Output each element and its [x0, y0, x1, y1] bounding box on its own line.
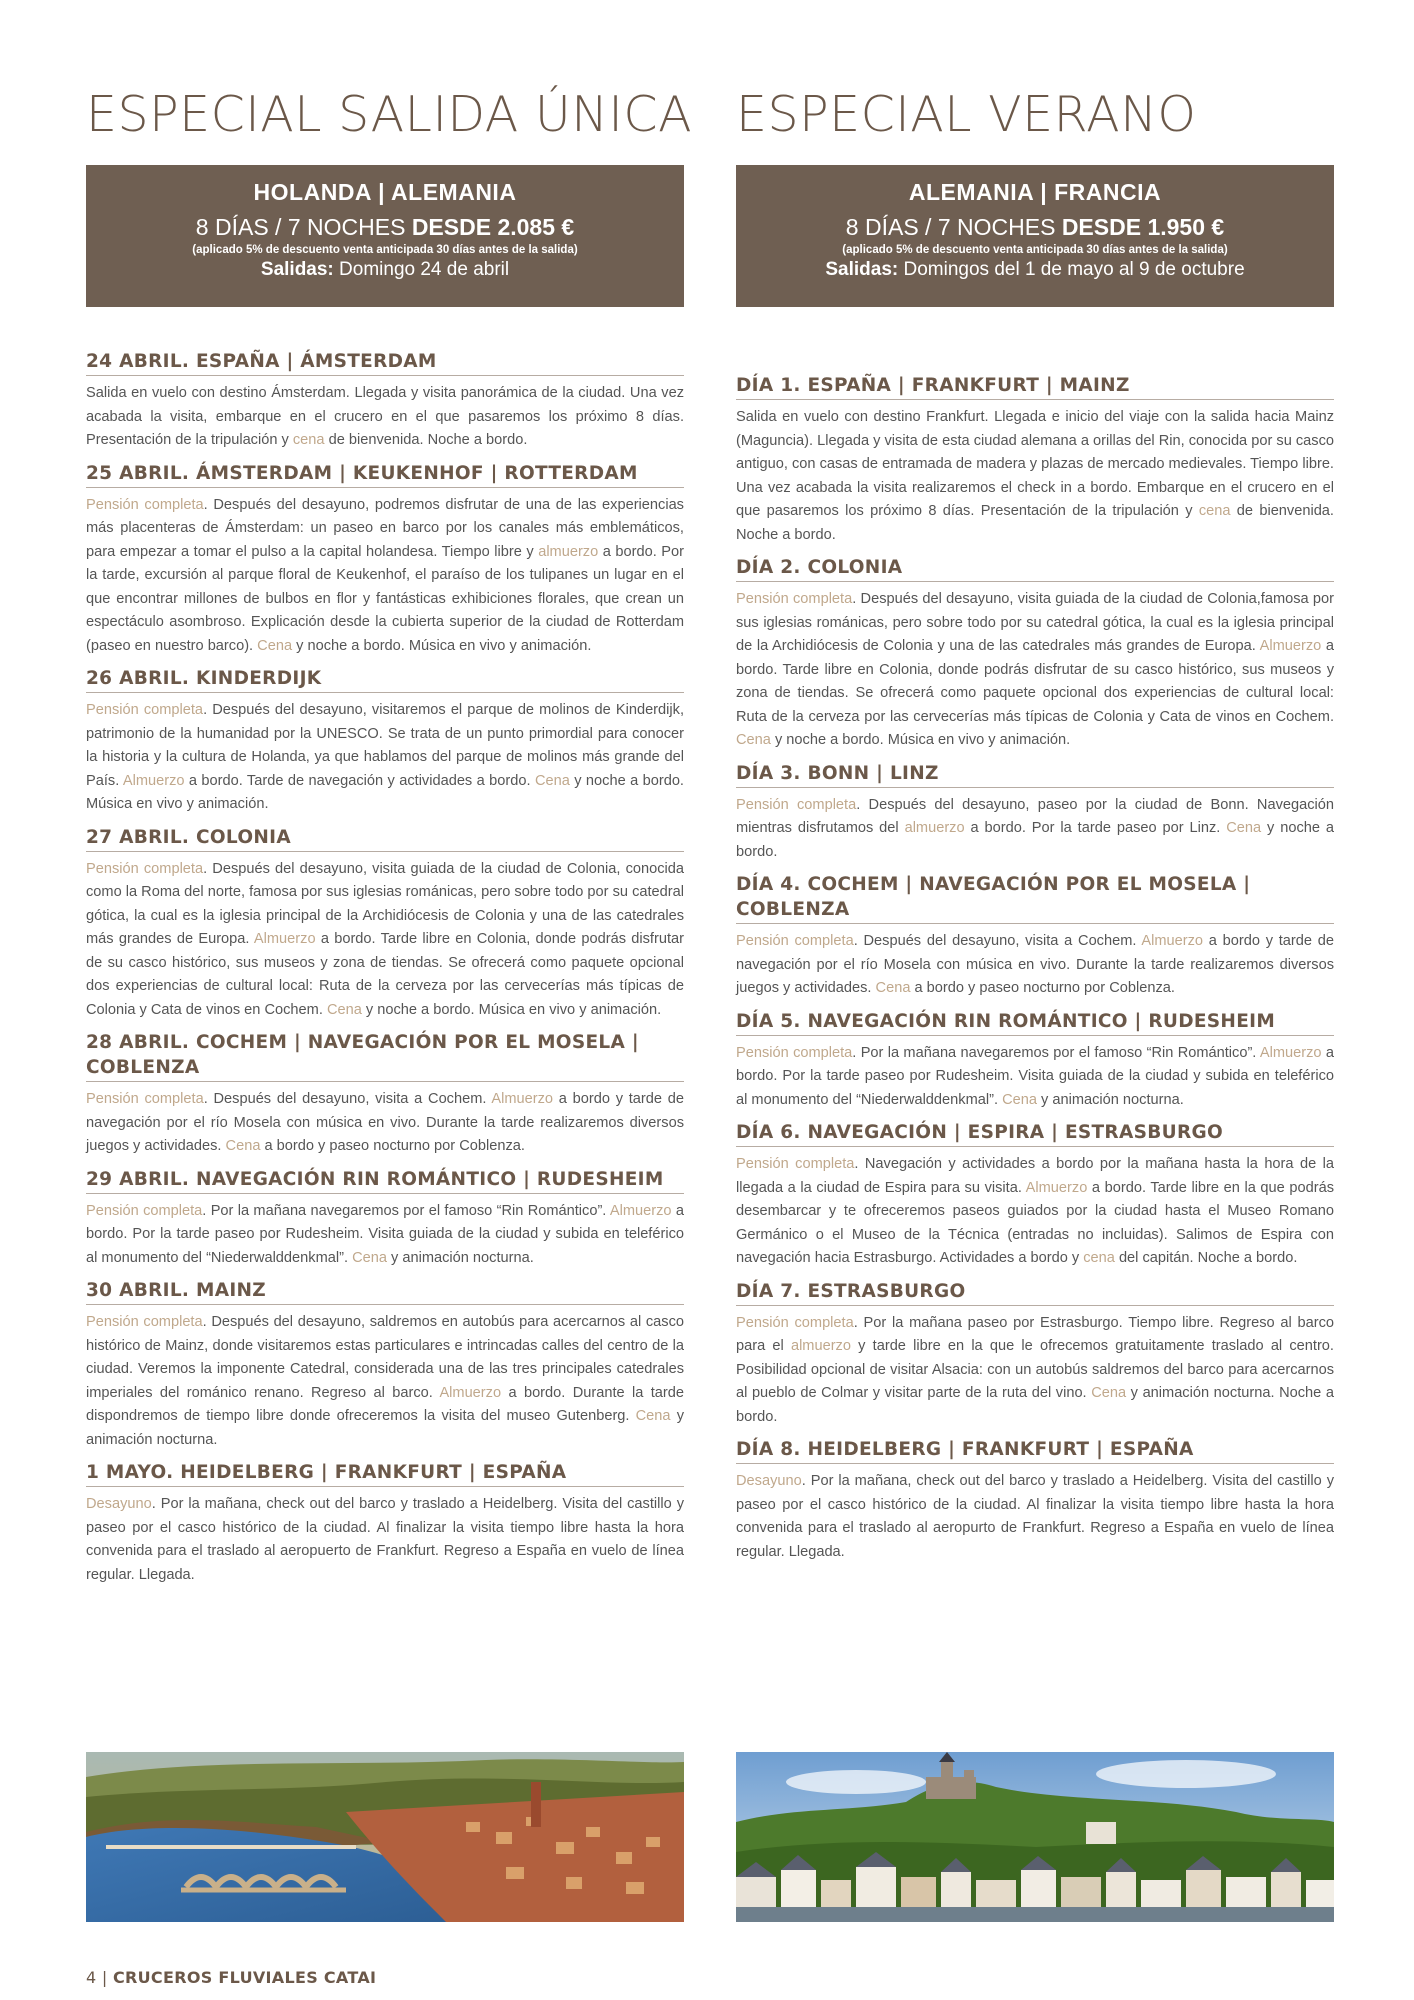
page-number: 4 — [86, 1968, 97, 1987]
duration: 8 DÍAS / 7 NOCHES — [845, 214, 1056, 240]
highlight-text: Almuerzo — [1259, 638, 1322, 654]
heidelberg-photo — [86, 1752, 684, 1922]
highlight-text: Pensión completa — [736, 933, 854, 949]
highlight-text: almuerzo — [538, 543, 599, 560]
highlight-text: Almuerzo — [439, 1384, 502, 1401]
highlight-text: cena — [292, 432, 325, 448]
day-block — [736, 1437, 1334, 1564]
day-description: Pensión completa. Por la mañana navegaremos por el famoso “Rin Romántico”. Almuerzo a bordo. Por la tarde paseo por Rudesheim. Visita guiada de la ciudad y subida en teleférico al monumento del “Niederwalddenkmal”. Cena y animación nocturna. — [86, 1202, 685, 1266]
departures-label: Salidas: — [825, 259, 899, 280]
discount-note: (aplicado 5% de descuento venta anticipada 30 días antes de la salida) — [842, 244, 1228, 256]
highlight-text: Cena — [534, 772, 570, 789]
day-description: Pensión completa. Navegación y actividades a bordo por la mañana hasta la hora de la llegada a la ciudad de Espira para su visita. Almuerzo a bordo. Tarde libre en la que podrás desembarcar y te ofreceremos paseos guiados por la ciudad hasta el Museo Romano Germánico o el Museo de la Técnica (entradas no incluidas). Salimos de Espira con navegación hacia Estrasburgo. Actividades a bordo y cena del capitán. Noche a bordo. — [736, 1156, 1334, 1266]
highlight-text: Pensión completa — [736, 1156, 855, 1172]
highlight-text: Pensión completa — [86, 1314, 203, 1330]
heidelberg-illustration — [86, 1752, 684, 1922]
highlight-text: almuerzo — [904, 820, 965, 836]
day-title: 28 ABRIL. COCHEM | NAVEGACIÓN POR EL MOSELA | COBLENZA — [86, 1030, 684, 1082]
day-description: Pensión completa. Después del desayuno, podremos disfrutar de una de las experiencias más placenteras de Ámsterdam: un paseo en barco por los canales más emblemáticos, para empezar a tomar el pulso a la capital holandesa. Tiempo libre y almuerzo a bordo. Por la tarde, excursión al parque floral de Keukenhof, el paraíso de los tulipanes un lugar en el que encontrar millones de bulbos en flor y fantásticas exhibiciones florales, que crean un espectáculo asombroso. Explicación desde la cubierta superior de la ciudad de Rotterdam (paseo en nuestro barco). Cena y noche a bordo. Música en vivo y animación. — [86, 496, 684, 654]
day-description: Pensión completa. Después del desayuno, visita a Cochem. Almuerzo a bordo y tarde de navegación por el río Mosela con música en vivo. Durante la tarde realizaremos diversos juegos y actividades. Cena a bordo y paseo nocturno por Coblenza. — [86, 1091, 684, 1154]
duration: 8 DÍAS / 7 NOCHES — [195, 214, 406, 240]
page-footer — [86, 1968, 376, 1987]
section-title: ESPECIAL SALIDA ÚNICA — [86, 86, 693, 143]
highlight-text: Almuerzo — [1259, 1044, 1322, 1061]
day-title: DÍA 3. BONN | LINZ — [736, 761, 1334, 788]
route-title: HOLANDA | ALEMANIA — [253, 179, 517, 205]
day-title: DÍA 4. COCHEM | NAVEGACIÓN POR EL MOSELA | COBLENZA — [736, 872, 1334, 924]
day-block — [86, 1460, 684, 1587]
day-description: Desayuno. Por la mañana, check out del barco y traslado a Heidelberg. Visita del castillo y paseo por el casco histórico de la ciudad. Al finalizar la visita tiempo libre hasta la hora convenida para el traslado al aeropuerto de Frankfurt. Regreso a España en vuelo de línea regular. Llegada. — [86, 1496, 684, 1583]
day-title: 25 ABRIL. ÁMSTERDAM | KEUKENHOF | ROTTERDAM — [86, 461, 684, 488]
day-block — [736, 1120, 1334, 1271]
highlight-text: Almuerzo — [122, 772, 185, 789]
highlight-text: Cena — [875, 980, 911, 996]
highlight-text: Pensión completa — [86, 1202, 203, 1219]
footer-separator: | — [101, 1968, 108, 1987]
offer-banner — [86, 165, 684, 307]
highlight-text: Cena — [257, 637, 293, 654]
highlight-text: Cena — [225, 1138, 261, 1154]
departures-label: Salidas: — [260, 259, 334, 280]
itinerary — [86, 349, 684, 1587]
highlight-text: almuerzo — [790, 1338, 851, 1354]
highlight-text: Cena — [1226, 820, 1262, 836]
footer-brand: CRUCEROS FLUVIALES CATAI — [112, 1968, 377, 1987]
highlight-text: Cena — [1091, 1385, 1127, 1401]
departures-value: Domingo 24 de abril — [339, 259, 510, 280]
day-block — [736, 555, 1334, 753]
highlight-text: Pensión completa — [736, 1044, 853, 1061]
highlight-text: Cena — [635, 1408, 671, 1424]
highlight-text: Pensión completa — [736, 591, 853, 607]
day-description: Pensión completa. Después del desayuno, visita guiada de la ciudad de Colonia, conocida como la Roma del norte, famosa por sus iglesias románicas, pero sobre todo por su catedral gótica, la cual es la iglesia principal de la Archidiócesis de Colonia y una de las catedrales más grandes de Europa. Almuerzo a bordo. Tarde libre en Colonia, donde podrás disfrutar de su casco histórico, sus museos y zona de tiendas. Se ofrecerá como paquete opcional dos experiencias de cultural local: Ruta de la cerveza por las cervecerías más típicas de Colonia y Cata de vinos en Cochem. Cena y noche a bordo. Música en vivo y animación. — [86, 860, 684, 1018]
left-column — [86, 80, 693, 1595]
day-block — [86, 825, 684, 1023]
day-title: DÍA 5. NAVEGACIÓN RIN ROMÁNTICO | RUDESHEIM — [736, 1009, 1334, 1036]
day-block — [736, 373, 1334, 547]
day-title: 26 ABRIL. KINDERDIJK — [86, 666, 684, 693]
day-block — [86, 1167, 684, 1271]
day-description: Salida en vuelo con destino Frankfurt. Llegada e inicio del viaje con la salida hacia Mainz (Maguncia). Llegada y visita de esta ciudad alemana a orillas del Rin, conocida por su casco antiguo, con casas de entramada de madera y plazas de mercado medievales. Tiempo libre. Una vez acabada la visita realizaremos el check in a bordo. Embarque en el crucero en el que pasaremos los próximo 8 días. Presentación de la tripulación y cena de bienvenida. Noche a bordo. — [736, 409, 1334, 543]
day-description: Pensión completa. Después del desayuno, visita guiada de la ciudad de Colonia,famosa por sus iglesias románicas, pero sobre todo por su catedral gótica, la cual es la iglesia principal de la Archidiócesis de Colonia y una de las catedrales más grandes de Europa. Almuerzo a bordo. Tarde libre en Colonia, donde podrás disfrutar de su casco histórico, sus museos y zona de tiendas. Se ofrecerá como paquete opcional dos experiencias de cultural local: Ruta de la cerveza por las cervecerías más típicas de Colonia y Cata de vinos en Cochem. Cena y noche a bordo. Música en vivo y animación. — [736, 591, 1335, 748]
day-block — [736, 1279, 1334, 1430]
day-block — [86, 349, 684, 453]
day-description: Pensión completa. Después del desayuno, visita a Cochem. Almuerzo a bordo y tarde de navegación por el río Mosela con música en vivo. Durante la tarde realizaremos diversos juegos y actividades. Cena a bordo y paseo nocturno por Coblenza. — [736, 933, 1334, 996]
highlight-text: Cena — [352, 1249, 387, 1266]
day-title: DÍA 6. NAVEGACIÓN | ESPIRA | ESTRASBURGO — [736, 1120, 1334, 1147]
day-description: Salida en vuelo con destino Ámsterdam. Llegada y visita panorámica de la ciudad. Una vez acabada la visita, embarque en el crucero en el que pasaremos los próximo 8 días. Presentación de la tripulación y cena de bienvenida. Noche a bordo. — [86, 385, 684, 448]
highlight-text: Almuerzo — [253, 931, 316, 947]
day-block — [736, 1009, 1334, 1113]
highlight-text: Pensión completa — [86, 860, 204, 877]
day-title: 29 ABRIL. NAVEGACIÓN RIN ROMÁNTICO | RUDESHEIM — [86, 1167, 684, 1194]
day-block — [86, 461, 684, 659]
departures — [736, 259, 1334, 281]
day-description: Desayuno. Por la mañana, check out del barco y traslado a Heidelberg. Visita del castillo y paseo por el casco histórico de la ciudad. Al finalizar la visita tiempo libre hasta la hora convenida para el traslado al aeropurto de Frankfurt. Regreso a España en vuelo de línea regular. Llegada. — [736, 1473, 1334, 1560]
highlight-text: Cena — [326, 1001, 362, 1018]
price: DESDE 2.085 € — [411, 214, 575, 240]
route-title: ALEMANIA | FRANCIA — [908, 179, 1162, 205]
highlight-text: cena — [1198, 503, 1231, 519]
section-title: ESPECIAL VERANO — [736, 86, 1197, 143]
highlight-text: Almuerzo — [1141, 933, 1204, 949]
highlight-text: Almuerzo — [1025, 1179, 1088, 1196]
day-description: Pensión completa. Después del desayuno, paseo por la ciudad de Bonn. Navegación mientras disfrutamos del almuerzo a bordo. Por la tarde paseo por Linz. Cena y noche a bordo. — [736, 796, 1335, 860]
day-block — [736, 872, 1334, 1001]
day-description: Pensión completa. Por la mañana navegaremos por el famoso “Rin Romántico”. Almuerzo a bordo. Por la tarde paseo por Rudesheim. Visita guiada de la ciudad y subida en teleférico al monumento del “Niederwalddenkmal”. Cena y animación nocturna. — [736, 1044, 1335, 1108]
highlight-text: Pensión completa — [86, 496, 204, 513]
departures — [86, 259, 684, 281]
highlight-text: Pensión completa — [86, 702, 204, 718]
day-title: 30 ABRIL. MAINZ — [86, 1278, 684, 1305]
day-block — [86, 1030, 684, 1159]
day-title: DÍA 7. ESTRASBURGO — [736, 1279, 1334, 1306]
highlight-text: Desayuno — [86, 1496, 152, 1512]
itinerary — [736, 373, 1334, 1564]
highlight-text: Almuerzo — [609, 1202, 672, 1219]
day-block — [86, 1278, 684, 1452]
cochem-illustration — [736, 1752, 1334, 1922]
highlight-text: cena — [1083, 1250, 1115, 1266]
day-title: DÍA 8. HEIDELBERG | FRANKFURT | ESPAÑA — [736, 1437, 1334, 1464]
highlight-text: Desayuno — [736, 1473, 802, 1489]
highlight-text: Pensión completa — [736, 796, 857, 813]
day-description: Pensión completa. Por la mañana paseo por Estrasburgo. Tiempo libre. Regreso al barco para el almuerzo y tarde libre en la que le ofrecemos gratuitamente traslado al centro. Posibilidad opcional de visitar Alsacia: con un autobús saldremos del barco para acercarnos al pueblo de Colmar y visitar parte de la ruta del vino. Cena y animación nocturna. Noche a bordo. — [736, 1314, 1334, 1425]
day-title: DÍA 1. ESPAÑA | FRANKFURT | MAINZ — [736, 373, 1334, 400]
day-block — [86, 666, 684, 817]
highlight-text: Almuerzo — [491, 1091, 554, 1107]
price-line — [736, 214, 1334, 241]
highlight-text: Cena — [736, 732, 771, 748]
offer-banner — [736, 165, 1334, 307]
departures-value: Domingos del 1 de mayo al 9 de octubre — [903, 259, 1245, 280]
day-description: Pensión completa. Después del desayuno, visitaremos el parque de molinos de Kinderdijk, patrimonio de la humanidad por la UNESCO. Se trata de un punto primordial para conocer la historia y la cultura de Holanda, ya que hablamos del parque de molinos más grande del País. Almuerzo a bordo. Tarde de navegación y actividades a bordo. Cena y noche a bordo. Música en vivo y animación. — [86, 702, 684, 812]
day-title: DÍA 2. COLONIA — [736, 555, 1334, 582]
highlight-text: Pensión completa — [86, 1091, 204, 1107]
price-line — [86, 214, 684, 241]
right-column — [736, 80, 1334, 1572]
day-title: 1 MAYO. HEIDELBERG | FRANKFURT | ESPAÑA — [86, 1460, 684, 1487]
cochem-photo — [736, 1752, 1334, 1922]
day-description: Pensión completa. Después del desayuno, saldremos en autobús para acercarnos al casco histórico de Mainz, donde visitaremos estas particulares e intrincadas calles del centro de la ciudad. Veremos la imponente Catedral, considerada una de las tres principales catedrales imperiales del románico renano. Regreso al barco. Almuerzo a bordo. Durante la tarde dispondremos de tiempo libre donde ofreceremos la visita del museo Gutenberg. Cena y animación nocturna. — [86, 1314, 685, 1448]
highlight-text: Pensión completa — [736, 1314, 854, 1331]
price: DESDE 1.950 € — [1061, 214, 1225, 240]
highlight-text: Cena — [1002, 1091, 1037, 1108]
discount-note: (aplicado 5% de descuento venta anticipada 30 días antes de la salida) — [192, 244, 578, 256]
day-block — [736, 761, 1334, 865]
day-title: 24 ABRIL. ESPAÑA | ÁMSTERDAM — [86, 349, 684, 376]
day-title: 27 ABRIL. COLONIA — [86, 825, 684, 852]
